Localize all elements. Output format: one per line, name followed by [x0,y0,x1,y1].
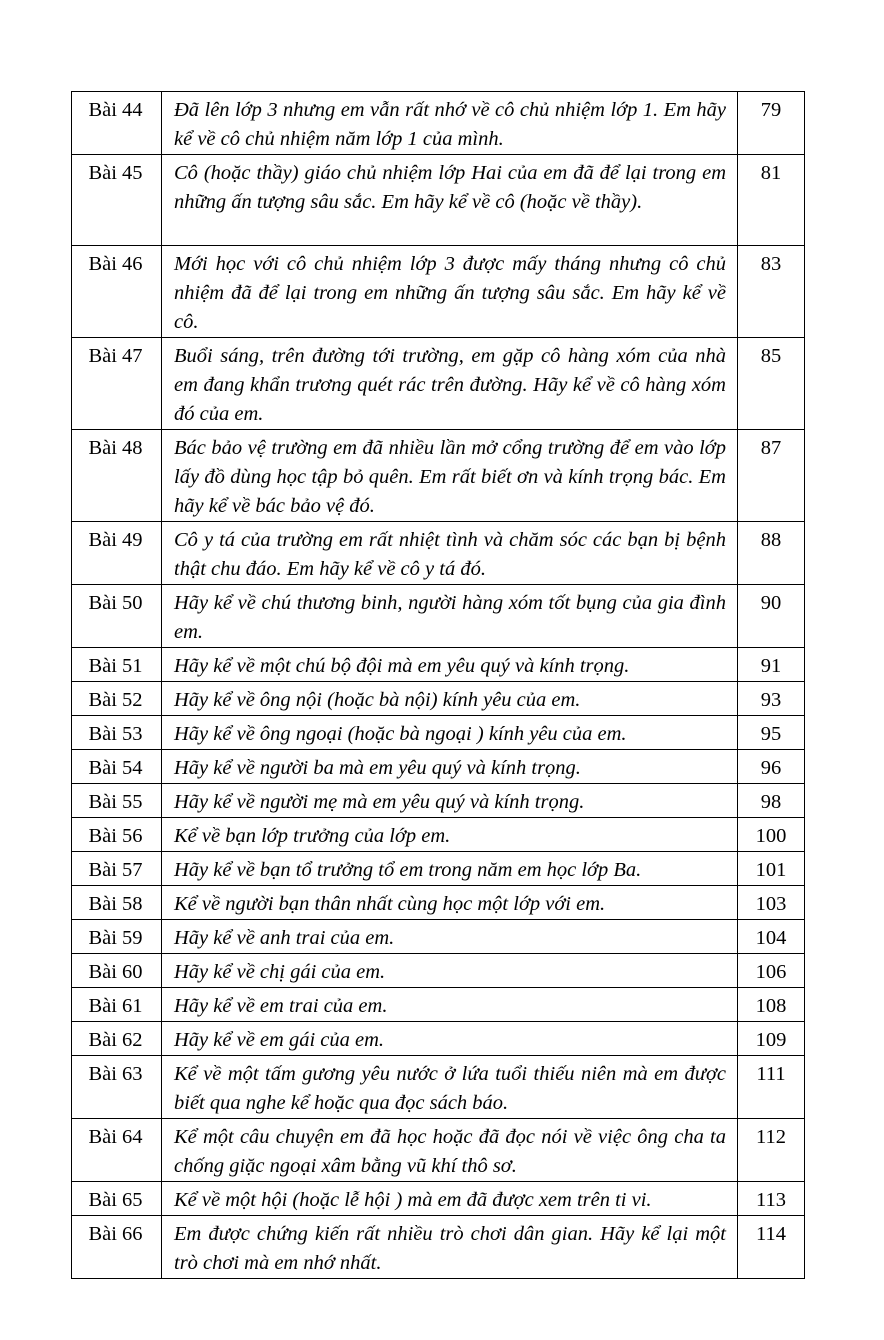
lesson-title: Hãy kể về em trai của em. [162,988,738,1022]
lesson-number: Bài 48 [72,430,162,522]
table-row [72,1022,805,1056]
lesson-number: Bài 49 [72,522,162,585]
lesson-number: Bài 45 [72,155,162,246]
lesson-number: Bài 57 [72,852,162,886]
lesson-number: Bài 65 [72,1182,162,1216]
lesson-title: Hãy kể về anh trai của em. [162,920,738,954]
lesson-number: Bài 63 [72,1056,162,1119]
lesson-number: Bài 44 [72,92,162,155]
table-row [72,818,805,852]
page-number: 95 [738,716,805,750]
table-row [72,886,805,920]
lesson-title: Hãy kể về người mẹ mà em yêu quý và kính trọng. [162,784,738,818]
table-row [72,852,805,886]
lesson-number: Bài 54 [72,750,162,784]
table-row [72,1182,805,1216]
lesson-title: Hãy kể về em gái của em. [162,1022,738,1056]
page-number: 83 [738,246,805,338]
table-row [72,784,805,818]
lesson-title: Hãy kể về một chú bộ đội mà em yêu quý và kính trọng. [162,648,738,682]
table-row [72,648,805,682]
lesson-number: Bài 59 [72,920,162,954]
lesson-number: Bài 58 [72,886,162,920]
page-number: 109 [738,1022,805,1056]
lesson-title: Hãy kể về ông nội (hoặc bà nội) kính yêu của em. [162,682,738,716]
table-row [72,716,805,750]
page-number: 112 [738,1119,805,1182]
lesson-title: Hãy kể về chú thương binh, người hàng xóm tốt bụng của gia đình em. [162,585,738,648]
lesson-title: Hãy kể về bạn tổ trưởng tổ em trong năm em học lớp Ba. [162,852,738,886]
lesson-number: Bài 61 [72,988,162,1022]
table-row [72,1216,805,1279]
page-number: 88 [738,522,805,585]
table-row [72,920,805,954]
lesson-title: Hãy kể về chị gái của em. [162,954,738,988]
table-row [72,522,805,585]
lesson-number: Bài 60 [72,954,162,988]
table-row [72,155,805,246]
table-row [72,682,805,716]
lesson-title: Mới học với cô chủ nhiệm lớp 3 được mấy tháng nhưng cô chủ nhiệm đã để lại trong em những ấn tượng sâu sắc. Em hãy kể về cô. [162,246,738,338]
page-number: 85 [738,338,805,430]
table-row [72,954,805,988]
lesson-title: Kể về bạn lớp trưởng của lớp em. [162,818,738,852]
lesson-title: Bác bảo vệ trường em đã nhiều lần mở cổng trường để em vào lớp lấy đồ dùng học tập bỏ quên. Em rất biết ơn và kính trọng bác. Em hãy kể về bác bảo vệ đó. [162,430,738,522]
table-row [72,1056,805,1119]
lesson-number: Bài 51 [72,648,162,682]
page-number: 87 [738,430,805,522]
table-row [72,988,805,1022]
page-number: 79 [738,92,805,155]
lesson-number: Bài 50 [72,585,162,648]
lesson-title: Kể về một tấm gương yêu nước ở lứa tuổi thiếu niên mà em được biết qua nghe kể hoặc qua đọc sách báo. [162,1056,738,1119]
lesson-title: Cô y tá của trường em rất nhiệt tình và chăm sóc các bạn bị bệnh thật chu đáo. Em hãy kể về cô y tá đó. [162,522,738,585]
lesson-number: Bài 62 [72,1022,162,1056]
lesson-title: Đã lên lớp 3 nhưng em vẫn rất nhớ về cô chủ nhiệm lớp 1. Em hãy kể về cô chủ nhiệm năm lớp 1 của mình. [162,92,738,155]
lesson-number: Bài 52 [72,682,162,716]
table-row [72,246,805,338]
lesson-title: Cô (hoặc thầy) giáo chủ nhiệm lớp Hai của em đã để lại trong em những ấn tượng sâu sắc. Em hãy kể về cô (hoặc về thầy). [162,155,738,246]
page-number: 90 [738,585,805,648]
lesson-title: Kể một câu chuyện em đã học hoặc đã đọc nói về việc ông cha ta chống giặc ngoại xâm bằng vũ khí thô sơ. [162,1119,738,1182]
lesson-title: Hãy kể về ông ngoại (hoặc bà ngoại ) kính yêu của em. [162,716,738,750]
lesson-title: Em được chứng kiến rất nhiều trò chơi dân gian. Hãy kể lại một trò chơi mà em nhớ nhất. [162,1216,738,1279]
lesson-number: Bài 46 [72,246,162,338]
page-number: 103 [738,886,805,920]
page-number: 106 [738,954,805,988]
page-number: 114 [738,1216,805,1279]
table-of-contents [71,91,805,1279]
lesson-title: Hãy kể về người ba mà em yêu quý và kính trọng. [162,750,738,784]
page-number: 113 [738,1182,805,1216]
lesson-number: Bài 56 [72,818,162,852]
page-number: 100 [738,818,805,852]
page-number: 104 [738,920,805,954]
page-number: 96 [738,750,805,784]
page-number: 81 [738,155,805,246]
page-number: 91 [738,648,805,682]
table-row [72,750,805,784]
lesson-number: Bài 53 [72,716,162,750]
table-row [72,585,805,648]
page-number: 93 [738,682,805,716]
table-row [72,338,805,430]
page-number: 101 [738,852,805,886]
lesson-number: Bài 64 [72,1119,162,1182]
lesson-title: Buổi sáng, trên đường tới trường, em gặp cô hàng xóm của nhà em đang khẩn trương quét rác trên đường. Hãy kể về cô hàng xóm đó của em. [162,338,738,430]
page-number: 111 [738,1056,805,1119]
page-number: 108 [738,988,805,1022]
table-row [72,430,805,522]
lesson-number: Bài 47 [72,338,162,430]
table-row [72,92,805,155]
lesson-number: Bài 66 [72,1216,162,1279]
lesson-title: Kể về một hội (hoặc lễ hội ) mà em đã được xem trên ti vi. [162,1182,738,1216]
table-row [72,1119,805,1182]
lesson-number: Bài 55 [72,784,162,818]
lesson-title: Kể về người bạn thân nhất cùng học một lớp với em. [162,886,738,920]
page-number: 98 [738,784,805,818]
